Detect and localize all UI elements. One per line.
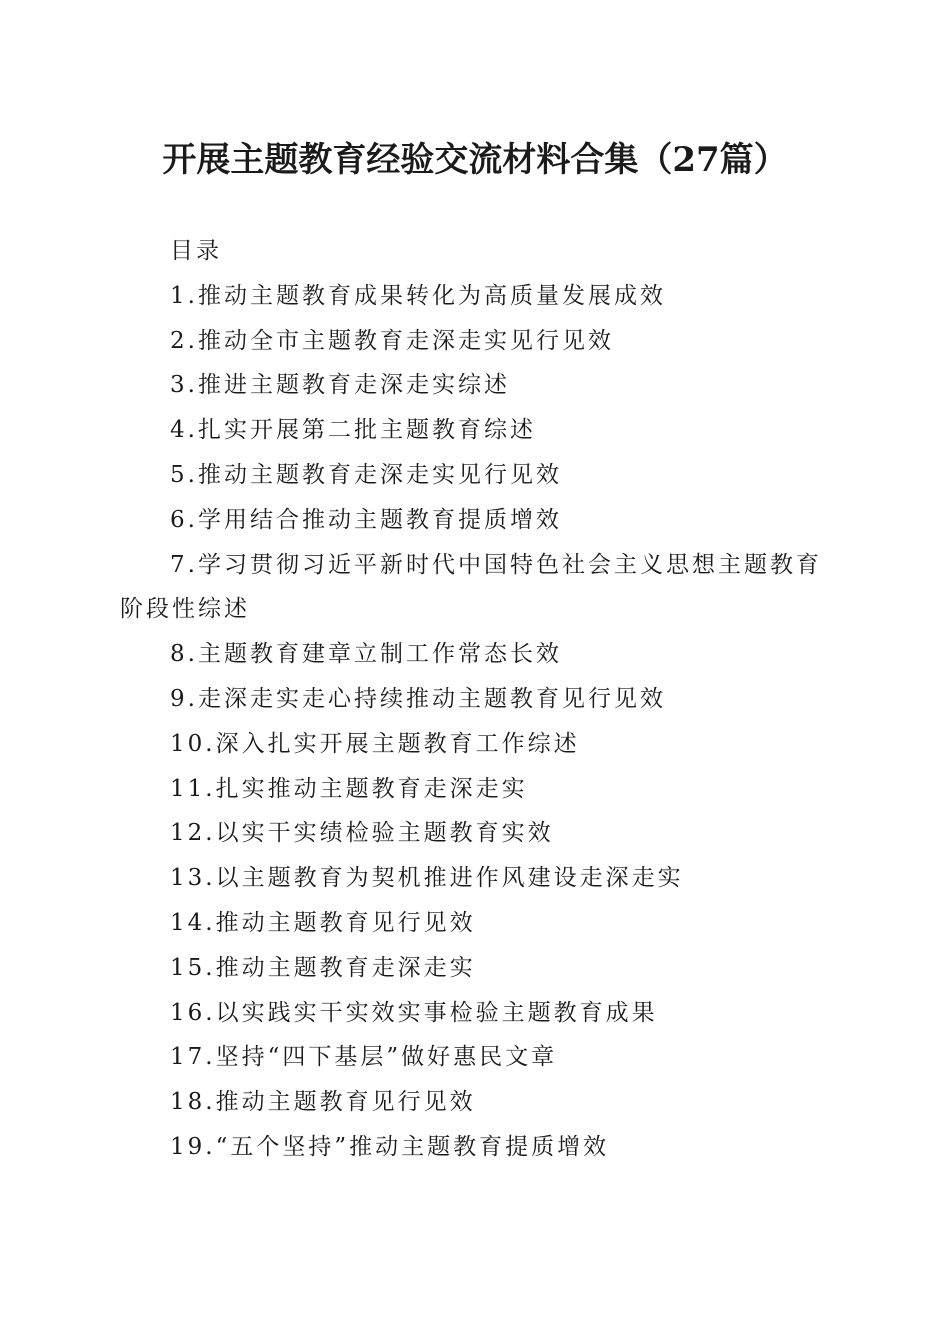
table-of-contents	[120, 229, 840, 1170]
toc-item: 4.扎实开展第二批主题教育综述	[170, 417, 536, 444]
toc-item: 18.推动主题教育见行见效	[170, 1089, 476, 1116]
toc-item: 5.推动主题教育走深走实见行见效	[170, 461, 562, 488]
toc-item: 14.推动主题教育见行见效	[170, 909, 476, 936]
toc-item: 12.以实干实绩检验主题教育实效	[170, 820, 554, 847]
toc-item: 6.学用结合推动主题教育提质增效	[170, 506, 562, 533]
toc-item: 8.主题教育建章立制工作常态长效	[170, 641, 562, 668]
toc-item: 3.推进主题教育走深走实综述	[170, 372, 510, 399]
toc-item: 7.学习贯彻习近平新时代中国特色社会主义思想主题教育阶段性综述	[120, 551, 822, 623]
toc-item: 17.坚持“四下基层”做好惠民文章	[170, 1044, 558, 1071]
toc-item: 1.推动主题教育成果转化为高质量发展成效	[170, 282, 666, 309]
toc-item: 19.“五个坚持”推动主题教育提质增效	[170, 1133, 610, 1160]
toc-item: 11.扎实推动主题教育走深走实	[170, 775, 528, 802]
document-title: 开展主题教育经验交流材料合集（27篇）	[162, 140, 788, 180]
toc-item: 13.以主题教育为契机推进作风建设走深走实	[170, 865, 684, 892]
toc-item: 16.以实践实干实效实事检验主题教育成果	[170, 999, 658, 1026]
toc-item: 2.推动全市主题教育走深走实见行见效	[170, 327, 614, 354]
toc-item: 15.推动主题教育走深走实	[170, 954, 476, 981]
toc-item: 10.深入扎实开展主题教育工作综述	[170, 730, 580, 757]
toc-item: 9.走深走实走心持续推动主题教育见行见效	[170, 685, 666, 712]
toc-heading: 目录	[170, 238, 222, 264]
